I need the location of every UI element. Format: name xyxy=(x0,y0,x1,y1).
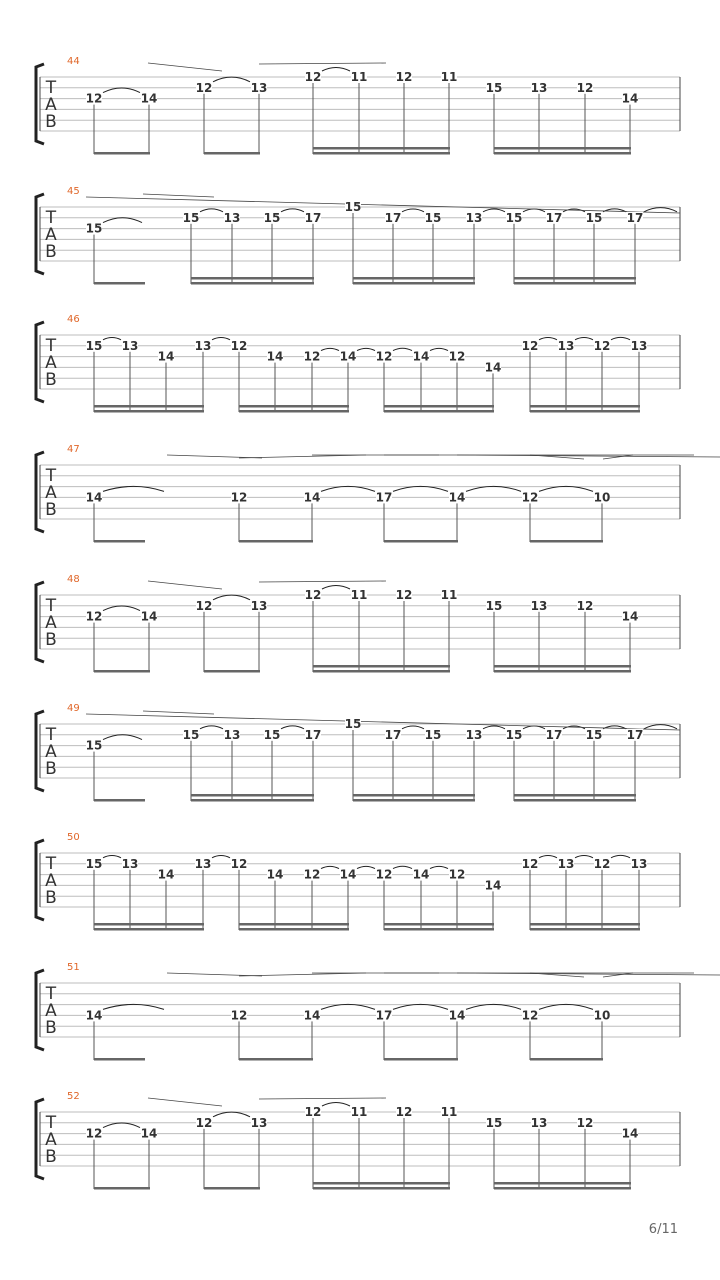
fret-number: 12 xyxy=(230,856,248,871)
beam xyxy=(239,540,313,543)
tab-clef-letter: T xyxy=(45,1113,57,1133)
fret-number: 12 xyxy=(521,490,539,505)
beam xyxy=(530,405,640,408)
guide-line xyxy=(148,63,222,71)
fret-number: 12 xyxy=(448,349,466,364)
beam xyxy=(191,799,314,802)
slur xyxy=(466,486,521,491)
beam xyxy=(313,665,450,668)
slur xyxy=(103,606,140,611)
beam xyxy=(204,670,260,673)
slur xyxy=(281,726,304,729)
slur xyxy=(357,866,375,868)
beam xyxy=(204,152,260,155)
fret-number: 15 xyxy=(585,727,603,742)
fret-number: 14 xyxy=(412,349,430,364)
beam xyxy=(94,1058,145,1061)
slur xyxy=(611,855,630,857)
tab-clef-letter: T xyxy=(45,336,57,356)
fret-number: 14 xyxy=(157,349,175,364)
slur xyxy=(103,338,121,340)
fret-number: 13 xyxy=(630,338,648,353)
fret-number: 12 xyxy=(230,338,248,353)
guide-line xyxy=(603,455,633,459)
slur xyxy=(466,1004,521,1009)
tab-clef-letter: B xyxy=(45,242,57,262)
fret-number: 15 xyxy=(263,727,281,742)
fret-number: 11 xyxy=(440,588,458,602)
tab-clef-letter: A xyxy=(45,225,57,245)
beam xyxy=(514,277,636,280)
fret-number: 13 xyxy=(557,338,575,353)
slur xyxy=(402,726,424,729)
tab-clef-letter: B xyxy=(45,370,57,390)
slur xyxy=(103,1123,140,1128)
beam xyxy=(94,799,145,802)
beam xyxy=(514,794,636,797)
fret-number: 12 xyxy=(395,588,413,602)
beam xyxy=(384,923,494,926)
fret-number: 11 xyxy=(350,70,368,84)
fret-number: 13 xyxy=(530,598,548,613)
beam xyxy=(494,1187,631,1190)
fret-number: 17 xyxy=(375,490,393,505)
fret-number: 13 xyxy=(557,856,575,871)
slur xyxy=(483,726,505,729)
fret-number: 15 xyxy=(182,727,200,742)
slur xyxy=(430,866,448,868)
fret-number: 12 xyxy=(304,1105,322,1119)
slur xyxy=(483,209,505,212)
slur xyxy=(644,725,677,729)
tab-clef-letter: A xyxy=(45,742,57,762)
fret-number: 14 xyxy=(621,609,639,624)
slur xyxy=(103,218,142,223)
fret-number: 14 xyxy=(140,91,158,106)
beam xyxy=(239,1058,313,1061)
slur xyxy=(213,77,250,82)
beam xyxy=(384,1058,458,1061)
fret-number: 13 xyxy=(223,210,241,225)
guide-line xyxy=(148,1098,222,1106)
fret-number: 12 xyxy=(593,338,611,353)
slur xyxy=(103,486,164,491)
fret-number: 12 xyxy=(304,70,322,84)
slur xyxy=(321,348,339,350)
beam xyxy=(94,670,150,673)
tab-clef-letter: T xyxy=(45,78,57,98)
fret-number: 12 xyxy=(395,1105,413,1119)
guide-line xyxy=(259,1098,386,1099)
slur xyxy=(575,856,593,858)
fret-number: 13 xyxy=(630,856,648,871)
beam xyxy=(353,277,475,280)
fret-number: 15 xyxy=(263,210,281,225)
beam xyxy=(191,282,314,285)
beam xyxy=(530,928,640,931)
slur xyxy=(321,866,339,868)
fret-number: 14 xyxy=(448,1008,466,1023)
slur xyxy=(611,337,630,339)
beam xyxy=(494,665,631,668)
beam xyxy=(204,1187,260,1190)
fret-number: 12 xyxy=(521,338,539,353)
fret-number: 14 xyxy=(85,1008,103,1023)
fret-number: 12 xyxy=(85,1126,103,1141)
fret-number: 15 xyxy=(424,210,442,225)
slur xyxy=(393,866,412,868)
fret-number: 13 xyxy=(250,1115,268,1130)
measure-number: 47 xyxy=(67,444,80,455)
page-number: 6/11 xyxy=(648,1222,678,1237)
guide-line xyxy=(143,711,214,714)
slur xyxy=(322,68,350,72)
fret-number: 12 xyxy=(303,867,321,882)
slur xyxy=(200,209,223,212)
fret-number: 17 xyxy=(304,210,322,225)
fret-number: 13 xyxy=(465,210,483,225)
fret-number: 13 xyxy=(194,338,212,353)
slur xyxy=(103,88,140,93)
beam xyxy=(494,1182,631,1185)
beam xyxy=(313,670,450,673)
measure-number: 46 xyxy=(67,314,80,325)
tab-clef-letter: B xyxy=(45,112,57,132)
slur xyxy=(539,1004,593,1009)
fret-number: 17 xyxy=(545,727,563,742)
beam xyxy=(353,794,475,797)
beam xyxy=(313,1182,450,1185)
fret-number: 14 xyxy=(266,349,284,364)
fret-number: 15 xyxy=(424,727,442,742)
beam xyxy=(384,928,494,931)
slur xyxy=(213,1112,250,1117)
beam xyxy=(384,540,458,543)
tab-clef-letter: A xyxy=(45,871,57,891)
measure-number: 45 xyxy=(67,186,80,197)
beam xyxy=(94,1187,150,1190)
fret-number: 12 xyxy=(521,1008,539,1023)
fret-number: 10 xyxy=(593,490,611,505)
measure-number: 49 xyxy=(67,703,80,714)
beam xyxy=(239,405,349,408)
guide-line xyxy=(603,973,633,977)
beam xyxy=(494,147,631,150)
fret-number: 12 xyxy=(375,349,393,364)
tab-clef-letter: T xyxy=(45,984,57,1004)
fret-number: 17 xyxy=(626,210,644,225)
tab-clef-letter: T xyxy=(45,466,57,486)
slur xyxy=(393,348,412,350)
beam xyxy=(239,928,349,931)
fret-number: 11 xyxy=(440,1105,458,1119)
beam xyxy=(353,282,475,285)
slur xyxy=(430,348,448,350)
fret-number: 12 xyxy=(576,80,594,95)
slur xyxy=(200,726,223,729)
tab-clef-letter: B xyxy=(45,1018,57,1038)
fret-number: 14 xyxy=(140,1126,158,1141)
slur xyxy=(539,856,557,858)
beam xyxy=(384,405,494,408)
fret-number: 13 xyxy=(250,598,268,613)
fret-number: 13 xyxy=(530,80,548,95)
beam xyxy=(530,1058,603,1061)
fret-number: 14 xyxy=(303,490,321,505)
tab-clef-letter: T xyxy=(45,854,57,874)
fret-number: 13 xyxy=(465,727,483,742)
fret-number: 15 xyxy=(585,210,603,225)
fret-number: 14 xyxy=(266,867,284,882)
tab-clef-letter: A xyxy=(45,483,57,503)
fret-number: 14 xyxy=(85,490,103,505)
fret-number: 15 xyxy=(85,338,103,353)
slur xyxy=(539,486,593,491)
tab-clef-letter: B xyxy=(45,888,57,908)
fret-number: 13 xyxy=(121,856,139,871)
slur xyxy=(357,348,375,350)
measure-number: 52 xyxy=(67,1091,80,1102)
beam xyxy=(353,799,475,802)
beam xyxy=(494,670,631,673)
slur xyxy=(212,856,230,858)
guide-line xyxy=(259,63,386,64)
fret-number: 12 xyxy=(375,867,393,882)
fret-number: 11 xyxy=(350,588,368,602)
fret-number: 15 xyxy=(485,1115,503,1130)
fret-number: 13 xyxy=(250,80,268,95)
fret-number: 13 xyxy=(194,856,212,871)
fret-number: 17 xyxy=(384,727,402,742)
fret-number: 15 xyxy=(485,598,503,613)
beam xyxy=(530,410,640,413)
fret-number: 12 xyxy=(521,856,539,871)
beam xyxy=(191,277,314,280)
fret-number: 14 xyxy=(448,490,466,505)
fret-number: 12 xyxy=(195,1115,213,1130)
fret-number: 15 xyxy=(344,717,362,731)
measure-number: 50 xyxy=(67,832,80,843)
fret-number: 14 xyxy=(140,609,158,624)
tab-clef-letter: T xyxy=(45,208,57,228)
fret-number: 13 xyxy=(223,727,241,742)
beam xyxy=(384,410,494,413)
fret-number: 15 xyxy=(505,727,523,742)
beam xyxy=(94,405,204,408)
tab-clef-letter: B xyxy=(45,1147,57,1167)
beam xyxy=(94,282,145,285)
beam xyxy=(514,799,636,802)
beam xyxy=(94,152,150,155)
fret-number: 15 xyxy=(182,210,200,225)
fret-number: 12 xyxy=(448,867,466,882)
fret-number: 12 xyxy=(85,91,103,106)
slur xyxy=(103,856,121,858)
fret-number: 15 xyxy=(85,221,103,236)
beam xyxy=(94,923,204,926)
slur xyxy=(103,735,142,740)
fret-number: 14 xyxy=(621,91,639,106)
fret-number: 13 xyxy=(530,1115,548,1130)
slur xyxy=(281,209,304,212)
fret-number: 11 xyxy=(440,70,458,84)
beam xyxy=(313,147,450,150)
slur xyxy=(644,208,677,212)
beam xyxy=(94,928,204,931)
fret-number: 15 xyxy=(505,210,523,225)
fret-number: 11 xyxy=(350,1105,368,1119)
fret-number: 14 xyxy=(339,349,357,364)
tab-clef-letter: A xyxy=(45,353,57,373)
guide-line xyxy=(148,581,222,589)
tab-clef-letter: A xyxy=(45,613,57,633)
tab-clef-letter: B xyxy=(45,630,57,650)
slur xyxy=(322,1103,350,1107)
fret-number: 12 xyxy=(304,588,322,602)
slur xyxy=(322,586,350,590)
beam xyxy=(313,152,450,155)
beam xyxy=(191,794,314,797)
fret-number: 15 xyxy=(85,856,103,871)
slur xyxy=(393,1004,448,1009)
fret-number: 12 xyxy=(593,856,611,871)
slur xyxy=(539,338,557,340)
fret-number: 15 xyxy=(485,80,503,95)
beam xyxy=(494,152,631,155)
beam xyxy=(94,410,204,413)
slur xyxy=(321,1004,375,1009)
fret-number: 14 xyxy=(621,1126,639,1141)
slur xyxy=(402,209,424,212)
tab-clef-letter: T xyxy=(45,725,57,745)
tab-clef-letter: A xyxy=(45,95,57,115)
tab-clef-letter: A xyxy=(45,1130,57,1150)
fret-number: 15 xyxy=(344,200,362,214)
slur xyxy=(393,486,448,491)
fret-number: 12 xyxy=(85,609,103,624)
slur xyxy=(212,338,230,340)
fret-number: 12 xyxy=(303,349,321,364)
tab-clef-letter: A xyxy=(45,1001,57,1021)
tab-clef-letter: B xyxy=(45,500,57,520)
tab-clef-letter: T xyxy=(45,596,57,616)
fret-number: 13 xyxy=(121,338,139,353)
guide-line xyxy=(239,973,366,976)
fret-number: 14 xyxy=(303,1008,321,1023)
measure-number: 44 xyxy=(67,56,80,67)
beam xyxy=(239,923,349,926)
guide-line xyxy=(239,455,366,458)
fret-number: 12 xyxy=(576,1115,594,1130)
fret-number: 15 xyxy=(85,738,103,753)
slur xyxy=(103,1004,164,1009)
fret-number: 10 xyxy=(593,1008,611,1023)
fret-number: 17 xyxy=(545,210,563,225)
fret-number: 12 xyxy=(195,598,213,613)
measure-number: 51 xyxy=(67,962,80,973)
slur xyxy=(321,486,375,491)
tab-clef-letter: B xyxy=(45,759,57,779)
fret-number: 12 xyxy=(195,80,213,95)
beam xyxy=(94,540,145,543)
fret-number: 14 xyxy=(484,360,502,375)
fret-number: 12 xyxy=(576,598,594,613)
fret-number: 12 xyxy=(395,70,413,84)
guide-line xyxy=(143,194,214,197)
beam xyxy=(313,1187,450,1190)
fret-number: 12 xyxy=(230,1008,248,1023)
fret-number: 17 xyxy=(304,727,322,742)
beam xyxy=(530,540,603,543)
fret-number: 17 xyxy=(384,210,402,225)
fret-number: 12 xyxy=(230,490,248,505)
measure-number: 48 xyxy=(67,574,80,585)
beam xyxy=(530,923,640,926)
fret-number: 14 xyxy=(339,867,357,882)
beam xyxy=(514,282,636,285)
fret-number: 14 xyxy=(157,867,175,882)
slur xyxy=(213,595,250,600)
fret-number: 14 xyxy=(412,867,430,882)
fret-number: 14 xyxy=(484,878,502,893)
fret-number: 17 xyxy=(375,1008,393,1023)
fret-number: 17 xyxy=(626,727,644,742)
guide-line xyxy=(259,581,386,582)
slur xyxy=(575,338,593,340)
beam xyxy=(239,410,349,413)
